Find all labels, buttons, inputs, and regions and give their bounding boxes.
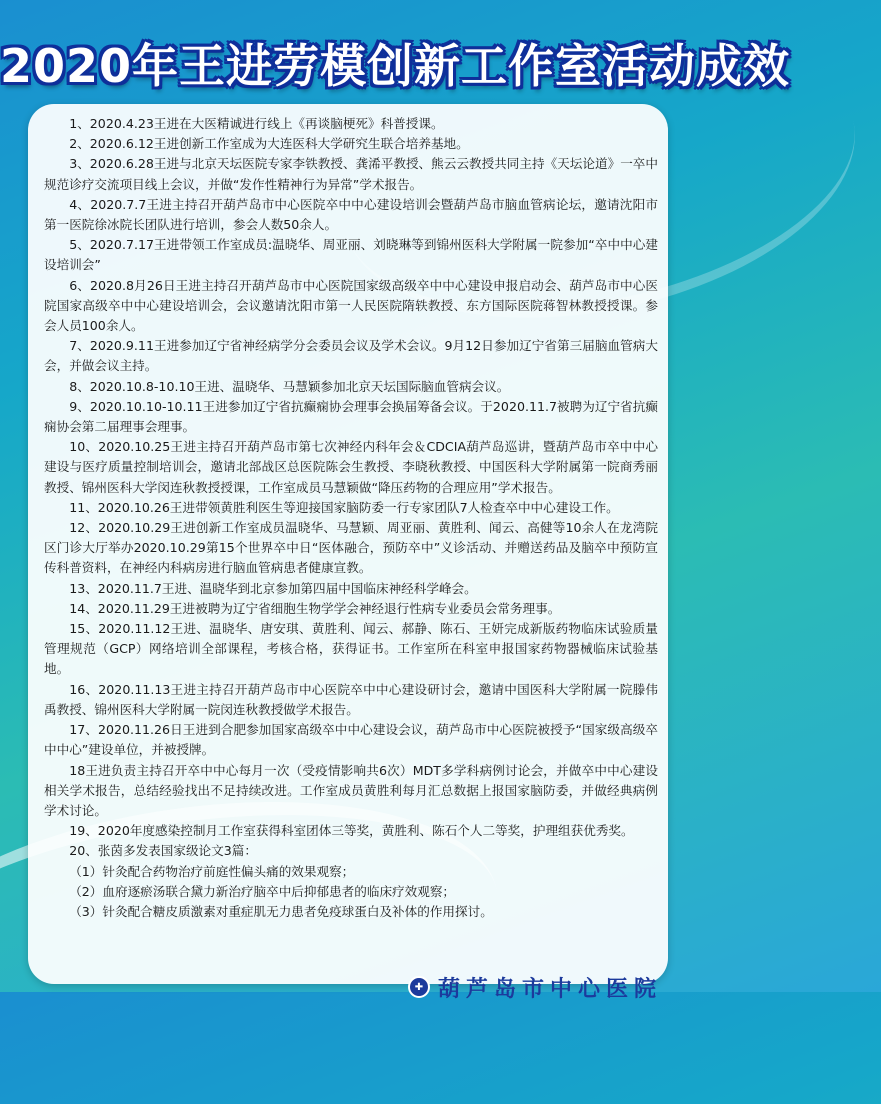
list-item: 3、2020.6.28王进与北京天坛医院专家李铁教授、龚浠平教授、熊云云教授共同主持《天坛论道》一卒中规范诊疗交流项目线上会议，并做“发作性精神行为异常”学术报告。	[44, 156, 658, 192]
list-item: 7、2020.9.11王进参加辽宁省神经病学分会委员会议及学术会议。9月12日参加辽宁省第三届脑血管病大会，并做会议主持。	[44, 338, 658, 374]
hospital-logo	[408, 972, 708, 1002]
list-item: 12、2020.10.29王进创新工作室成员温晓华、马慧颖、周亚丽、黄胜利、闻云、高健等10余人在龙湾院区门诊大厅举办2020.10.29第15个世界卒中日“医体融合，预防卒中”义诊活动、并赠送药品及脑卒中预防宣传科普资料，在神经内科病房进行脑血管病患者健康宣教。	[44, 520, 658, 576]
list-item: 4、2020.7.7王进主持召开葫芦岛市中心医院卒中中心建设培训会暨葫芦岛市脑血管病论坛，邀请沈阳市第一医院徐冰院长团队进行培训，参会人数50余人。	[44, 196, 658, 233]
content-panel	[28, 104, 668, 984]
list-item: 10、2020.10.25王进主持召开葫芦岛市第七次神经内科年会＆CDCIA葫芦岛巡讲，暨葫芦岛市卒中中心建设与医疗质量控制培训会，邀请北部战区总医院陈会生教授、李晓秋教授、中国医科大学附属第一院商秀丽教授、锦州医科大学闵连秋教授授课，工作室成员马慧颖做“降压药物的合理应用”学术报告。	[44, 439, 658, 495]
list-item: 15、2020.11.12王进、温晓华、唐安琪、黄胜利、闻云、郝静、陈石、王妍完成新版药物临床试验质量管理规范（GCP）网络培训全部课程，考核合格，获得证书。工作室所在科室申报国家药物器械临床试验基地。	[44, 621, 658, 677]
list-item: 8、2020.10.8-10.10王进、温晓华、马慧颖参加北京天坛国际脑血管病会议。	[69, 378, 510, 394]
achievements-list	[44, 114, 658, 922]
paper-item: （3）针灸配合糖皮质激素对重症肌无力患者免疫球蛋白及补体的作用探讨。	[69, 903, 493, 919]
list-item: 1、2020.4.23王进在大医精诚进行线上《再谈脑梗死》科普授课。	[69, 116, 444, 131]
paper-item: （2）血府逐瘀汤联合黛力新治疗脑卒中后抑郁患者的临床疗效观察；	[69, 883, 456, 899]
list-item: 18王进负责主持召开卒中中心每月一次（受疫情影响共6次）MDT多学科病例讨论会，并做卒中中心建设相关学术报告，总结经验找出不足持续改进。工作室成员黄胜利每月汇总数据上报国家脑防委，并做经典病例学术讨论。	[44, 762, 658, 818]
paper-item: （1）针灸配合药物治疗前庭性偏头痛的效果观察；	[69, 863, 355, 879]
list-item: 6、2020.8月26日王进主持召开葫芦岛市中心医院国家级高级卒中中心建设申报启动会、葫芦岛市中心医院国家高级卒中中心建设培训会，会议邀请沈阳市第一人民医院隋轶教授、东方国际医院蒋智林教授授课。参会人员100余人。	[44, 277, 658, 334]
list-item: 20、张茵多发表国家级论文3篇：	[69, 843, 257, 859]
list-item: 17、2020.11.26日王进到合肥参加国家高级卒中中心建设会议，葫芦岛市中心医院被授予“国家级高级卒中中心”建设单位，并被授牌。	[44, 722, 658, 758]
list-item: 2、2020.6.12王进创新工作室成为大连医科大学研究生联合培养基地。	[69, 136, 469, 152]
list-item: 19、2020年度感染控制月工作室获得科室团体三等奖，黄胜利、陈石个人二等奖，护理组获优秀奖。	[69, 823, 634, 839]
hospital-name: 葫芦岛市中心医院	[438, 976, 663, 1002]
list-item: 13、2020.11.7王进、温晓华到北京参加第四届中国临床神经科学峰会。	[69, 580, 477, 596]
list-item: 16、2020.11.13王进主持召开葫芦岛市中心医院卒中中心建设研讨会，邀请中国医科大学附属一院滕伟禹教授、锦州医科大学附属一院闵连秋教授做学术报告。	[44, 681, 658, 717]
list-item: 11、2020.10.26王进带领黄胜利医生等迎接国家脑防委一行专家团队7人检查卒中中心建设工作。	[69, 499, 619, 515]
list-item: 9、2020.10.10-10.11王进参加辽宁省抗癫痫协会理事会换届筹备会议。于2020.11.7被聘为辽宁省抗癫痫协会第二届理事会理事。	[44, 398, 658, 435]
list-item: 5、2020.7.17王进带领工作室成员:温晓华、周亚丽、刘晓琳等到锦州医科大学附属一院参加“卒中中心建设培训会”	[44, 237, 658, 273]
page-title: 2020年王进劳模创新工作室活动成效	[0, 39, 791, 93]
hospital-emblem-icon: ✚	[408, 976, 430, 998]
list-item: 14、2020.11.29王进被聘为辽宁省细胞生物学学会神经退行性病专业委员会常务理事。	[69, 600, 561, 616]
